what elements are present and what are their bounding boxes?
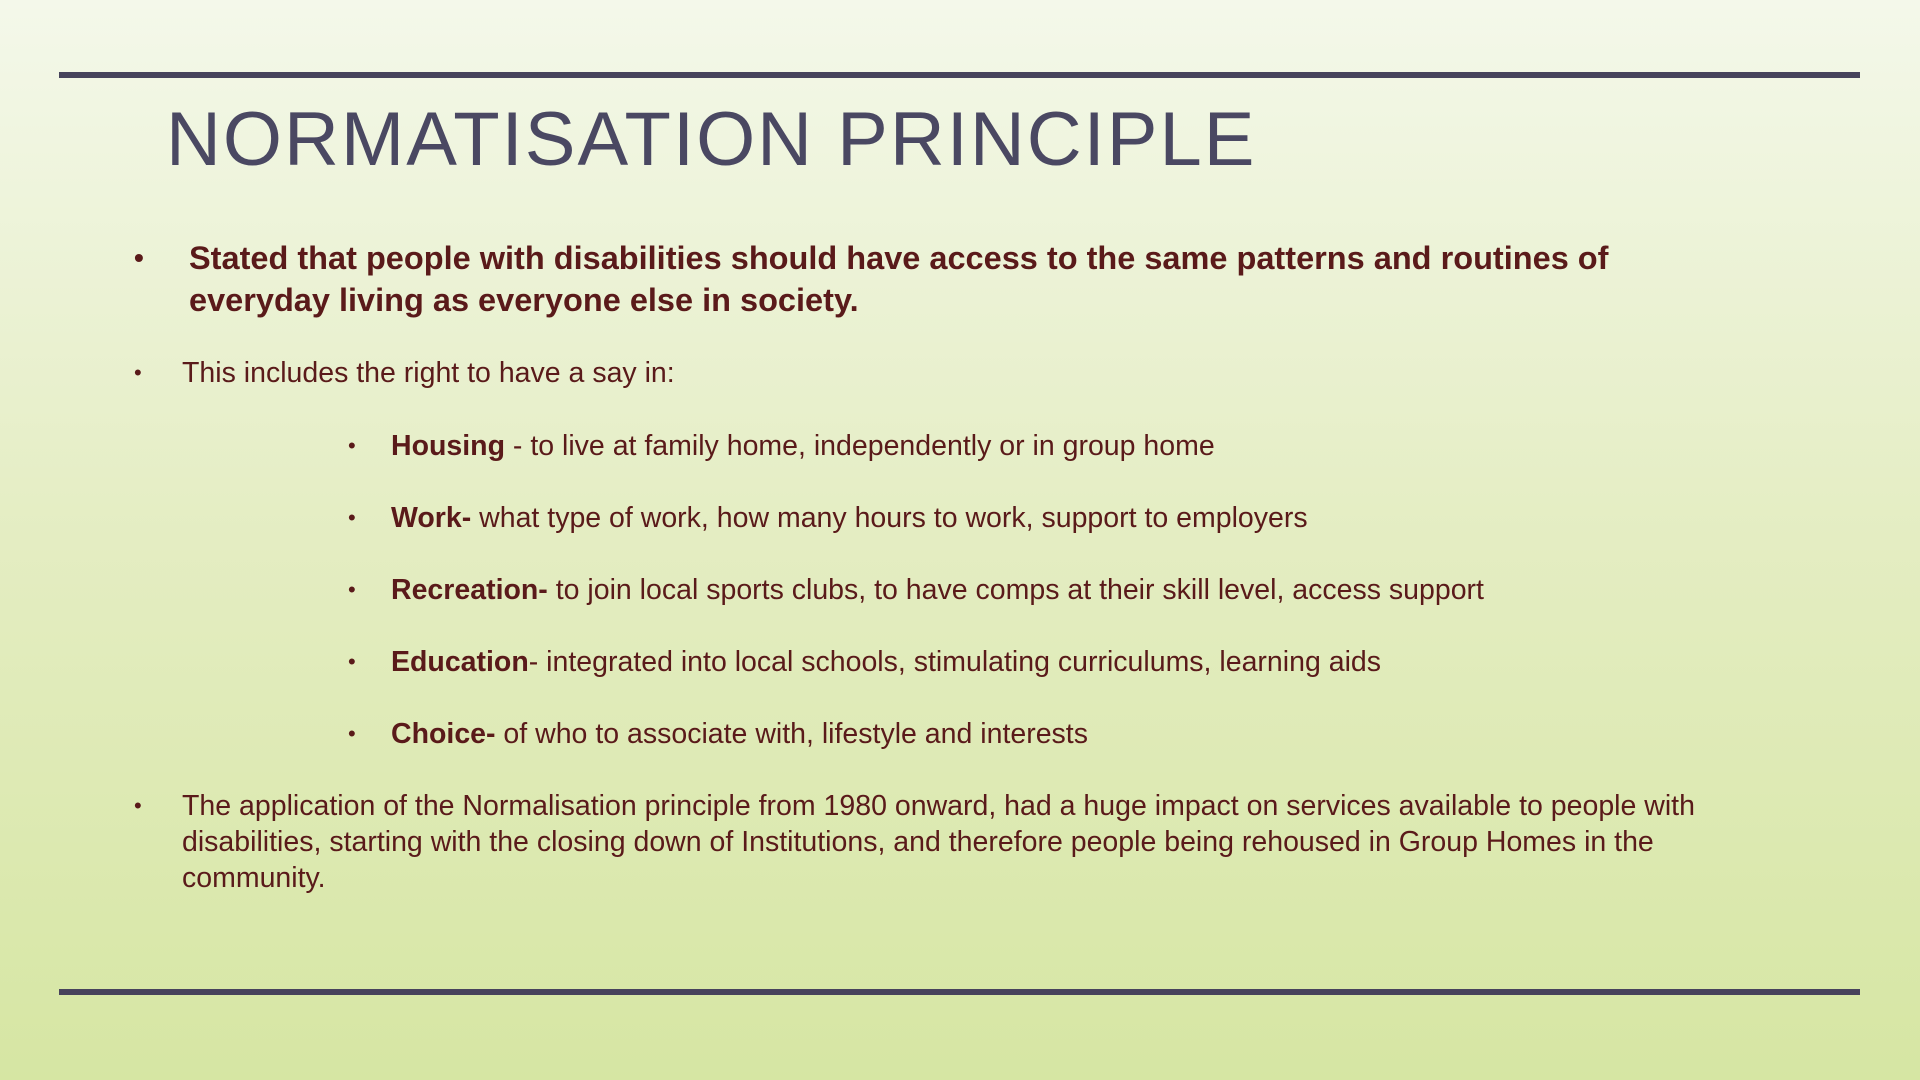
sub-bullet-heading: Housing — [391, 430, 505, 462]
sub-bullet-description: - to live at family home, independently or in group home — [505, 430, 1215, 462]
main-bullet-text: Stated that people with disabilities should have access to the same patterns and routines of everyday living as everyone else in society. — [189, 240, 1609, 318]
sub-bullet-heading: Recreation- — [391, 574, 548, 606]
includes-bullet-text: This includes the right to have a say in: — [182, 357, 675, 389]
bullet-dot: • — [134, 242, 144, 273]
bullet-dot: • — [134, 793, 142, 818]
bullet-dot: • — [348, 721, 356, 746]
bullet-dot: • — [134, 360, 142, 385]
top-divider-line — [59, 72, 1860, 78]
sub-bullet-description: - integrated into local schools, stimulating curriculums, learning aids — [528, 646, 1381, 678]
sub-bullet-heading: Choice- — [391, 718, 496, 750]
bullet-dot: • — [348, 577, 356, 602]
sub-bullet-heading: Work- — [391, 502, 472, 534]
sub-bullet-description: what type of work, how many hours to work, support to employers — [471, 502, 1308, 534]
bullet-dot: • — [348, 505, 356, 530]
bullet-dot: • — [348, 649, 356, 674]
sub-bullet-heading: Education — [391, 646, 529, 678]
bullet-dot: • — [348, 433, 356, 458]
bottom-divider-line — [59, 989, 1860, 995]
sub-bullet-description: of who to associate with, lifestyle and interests — [495, 718, 1088, 750]
sub-bullet-description: to join local sports clubs, to have comps at their skill level, access support — [547, 574, 1484, 606]
slide-title: NORMATISATION PRINCIPLE — [166, 97, 1257, 182]
application-bullet-text: The application of the Normalisation principle from 1980 onward, had a huge impact on services available to people with disabilities, starting with the closing down of Institutions, and therefore people being rehoused in Group Homes in the community. — [182, 790, 1695, 894]
